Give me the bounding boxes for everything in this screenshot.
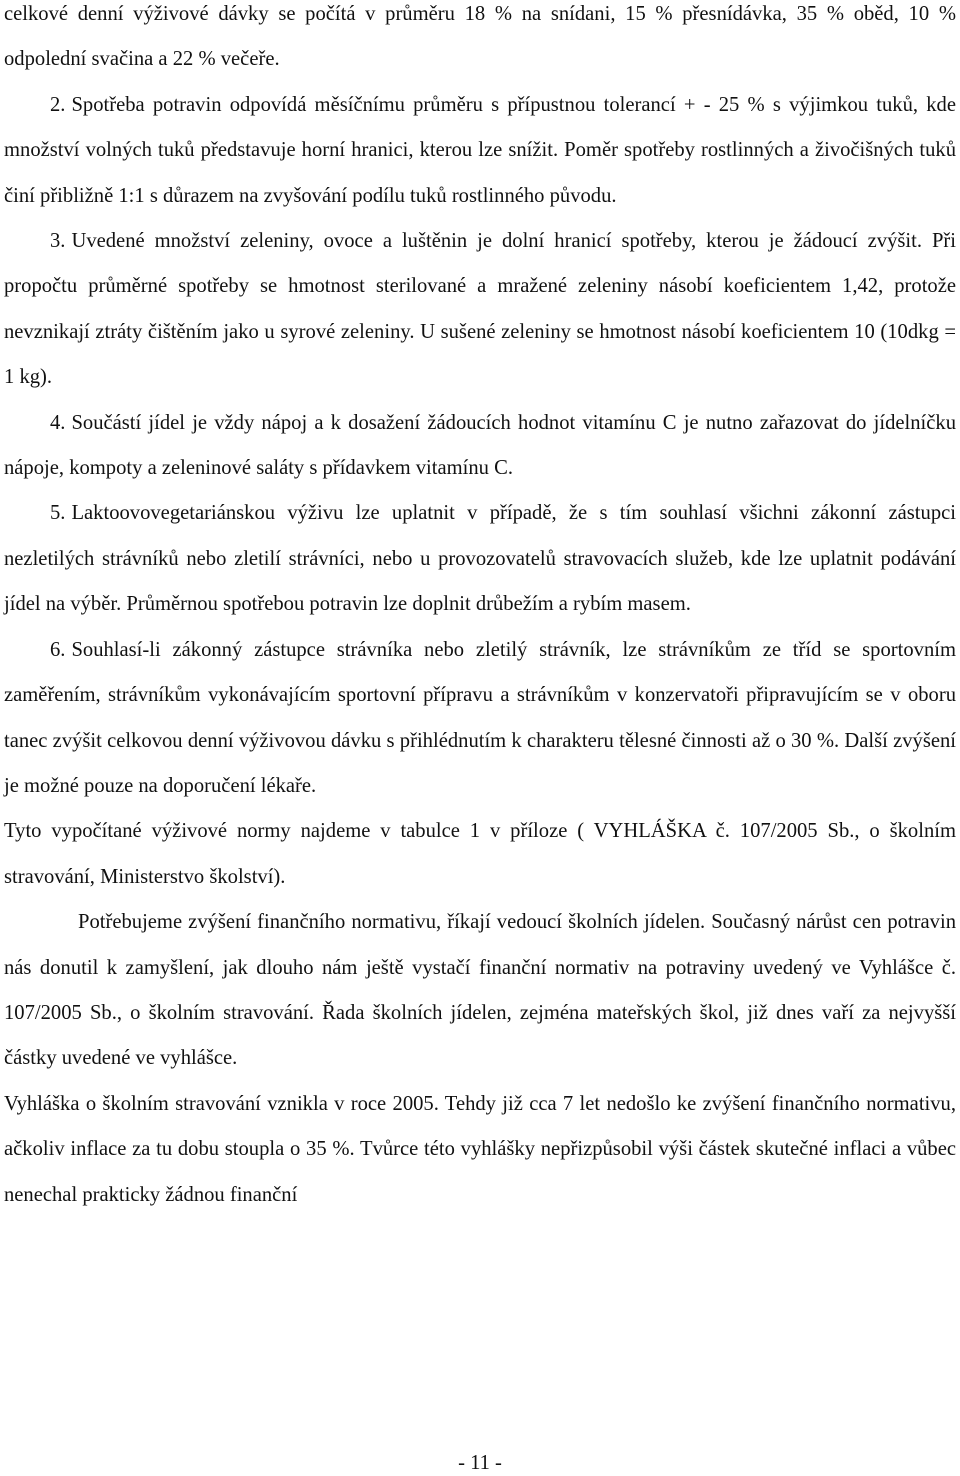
page-number: - 11 - bbox=[458, 1452, 502, 1474]
item-number: 3. bbox=[50, 230, 66, 253]
item-number: 4. bbox=[50, 411, 66, 434]
paragraph-text: Uvedené množství zeleniny, ovoce a luštěnin je dolní hranicí spotřeby, kterou je žádoucí zvýšit. Při propočtu průměrné spotřeby se hmotnost sterilované a mražené zeleniny násobí koeficientem 1,42, protože nevznikají ztráty čištěním jako u syrové zeleniny. U sušené zeleniny se hmotnost násobí koeficientem 10 (10dkg = 1 kg). bbox=[4, 230, 956, 389]
paragraph-text: Vyhláška o školním stravování vznikla v roce 2005. Tehdy již cca 7 let nedošlo ke zvýšení finančního normativu, ačkoliv inflace za tu dobu stoupla o 35 %. Tvůrce této vyhlášky nepřizpůsobil výši částek skutečné inflaci a vůbec nenechal prakticky žádnou finanční bbox=[4, 1092, 956, 1206]
paragraph-text: Součástí jídel je vždy nápoj a k dosažení žádoucích hodnot vitamínu C je nutno zařazovat do jídelníčku nápoje, kompoty a zeleninové saláty s přídavkem vitamínu C. bbox=[4, 411, 956, 480]
paragraph-text: celkové denní výživové dávky se počítá v průměru 18 % na snídani, 15 % přesnídávka, 35 % oběd, 10 % odpolední svačina a 22 % večeře. bbox=[4, 3, 956, 71]
paragraph-text: Potřebujeme zvýšení finančního normativu, říkají vedoucí školních jídelen. Současný nárůst cen potravin nás donutil k zamyšlení, jak dlouho nám ještě vystačí finanční normativ na potraviny uvedený ve Vyhlášce č. 107/2005 Sb., o školním stravování. Řada školních jídelen, zejména mateřských škol, již dnes vaří za nejvyšší částky uvedené ve vyhlášce. bbox=[4, 911, 956, 1070]
item-number: 5. bbox=[50, 502, 66, 525]
item-number: 6. bbox=[50, 638, 66, 661]
paragraph-item-3 bbox=[4, 219, 956, 401]
paragraph-norms-reference bbox=[4, 809, 956, 900]
paragraph-item-5 bbox=[4, 491, 956, 627]
paragraph-item-4 bbox=[4, 401, 956, 492]
paragraph-item-6 bbox=[4, 628, 956, 810]
paragraph-decree-history bbox=[4, 1082, 956, 1218]
paragraph-text: Spotřeba potravin odpovídá měsíčnímu průměru s přípustnou tolerancí + - 25 % s výjimkou tuků, kde množství volných tuků představuje horní hranici, kterou lze snížit. Poměr spotřeby rostlinných a živočišných tuků činí přibližně 1:1 s důrazem na zvyšování podílu tuků rostlinného původu. bbox=[4, 93, 956, 207]
paragraph-financial-normative bbox=[4, 900, 956, 1082]
paragraph-text: Laktoovovegetariánskou výživu lze uplatnit v případě, že s tím souhlasí všichni zákonní zástupci nezletilých strávníků nebo zletilí strávníci, nebo u provozovatelů stravovacích služeb, kde lze uplatnit podávání jídel na výběr. Průměrnou spotřebou potravin lze doplnit drůbežím a rybím masem. bbox=[4, 502, 956, 616]
paragraph-text: Tyto vypočítané výživové normy najdeme v tabulce 1 v příloze ( VYHLÁŠKA č. 107/2005 Sb., o školním stravování, Ministerstvo školství). bbox=[4, 820, 956, 888]
item-number: 2. bbox=[50, 93, 66, 116]
document-body bbox=[4, 0, 956, 1218]
paragraph-text: Souhlasí-li zákonný zástupce strávníka nebo zletilý strávník, lze strávníkům ze tříd se sportovním zaměřením, strávníkům vykonávajícím sportovní přípravu a strávníkům v konzervatoři připravujícím se v oboru tanec zvýšit celkovou denní výživovou dávku s přihlédnutím k charakteru tělesné činnosti až o 30 %. Další zvýšení je možné pouze na doporučení lékaře. bbox=[4, 638, 956, 797]
paragraph-meal-distribution bbox=[4, 0, 956, 83]
paragraph-item-2 bbox=[4, 83, 956, 219]
